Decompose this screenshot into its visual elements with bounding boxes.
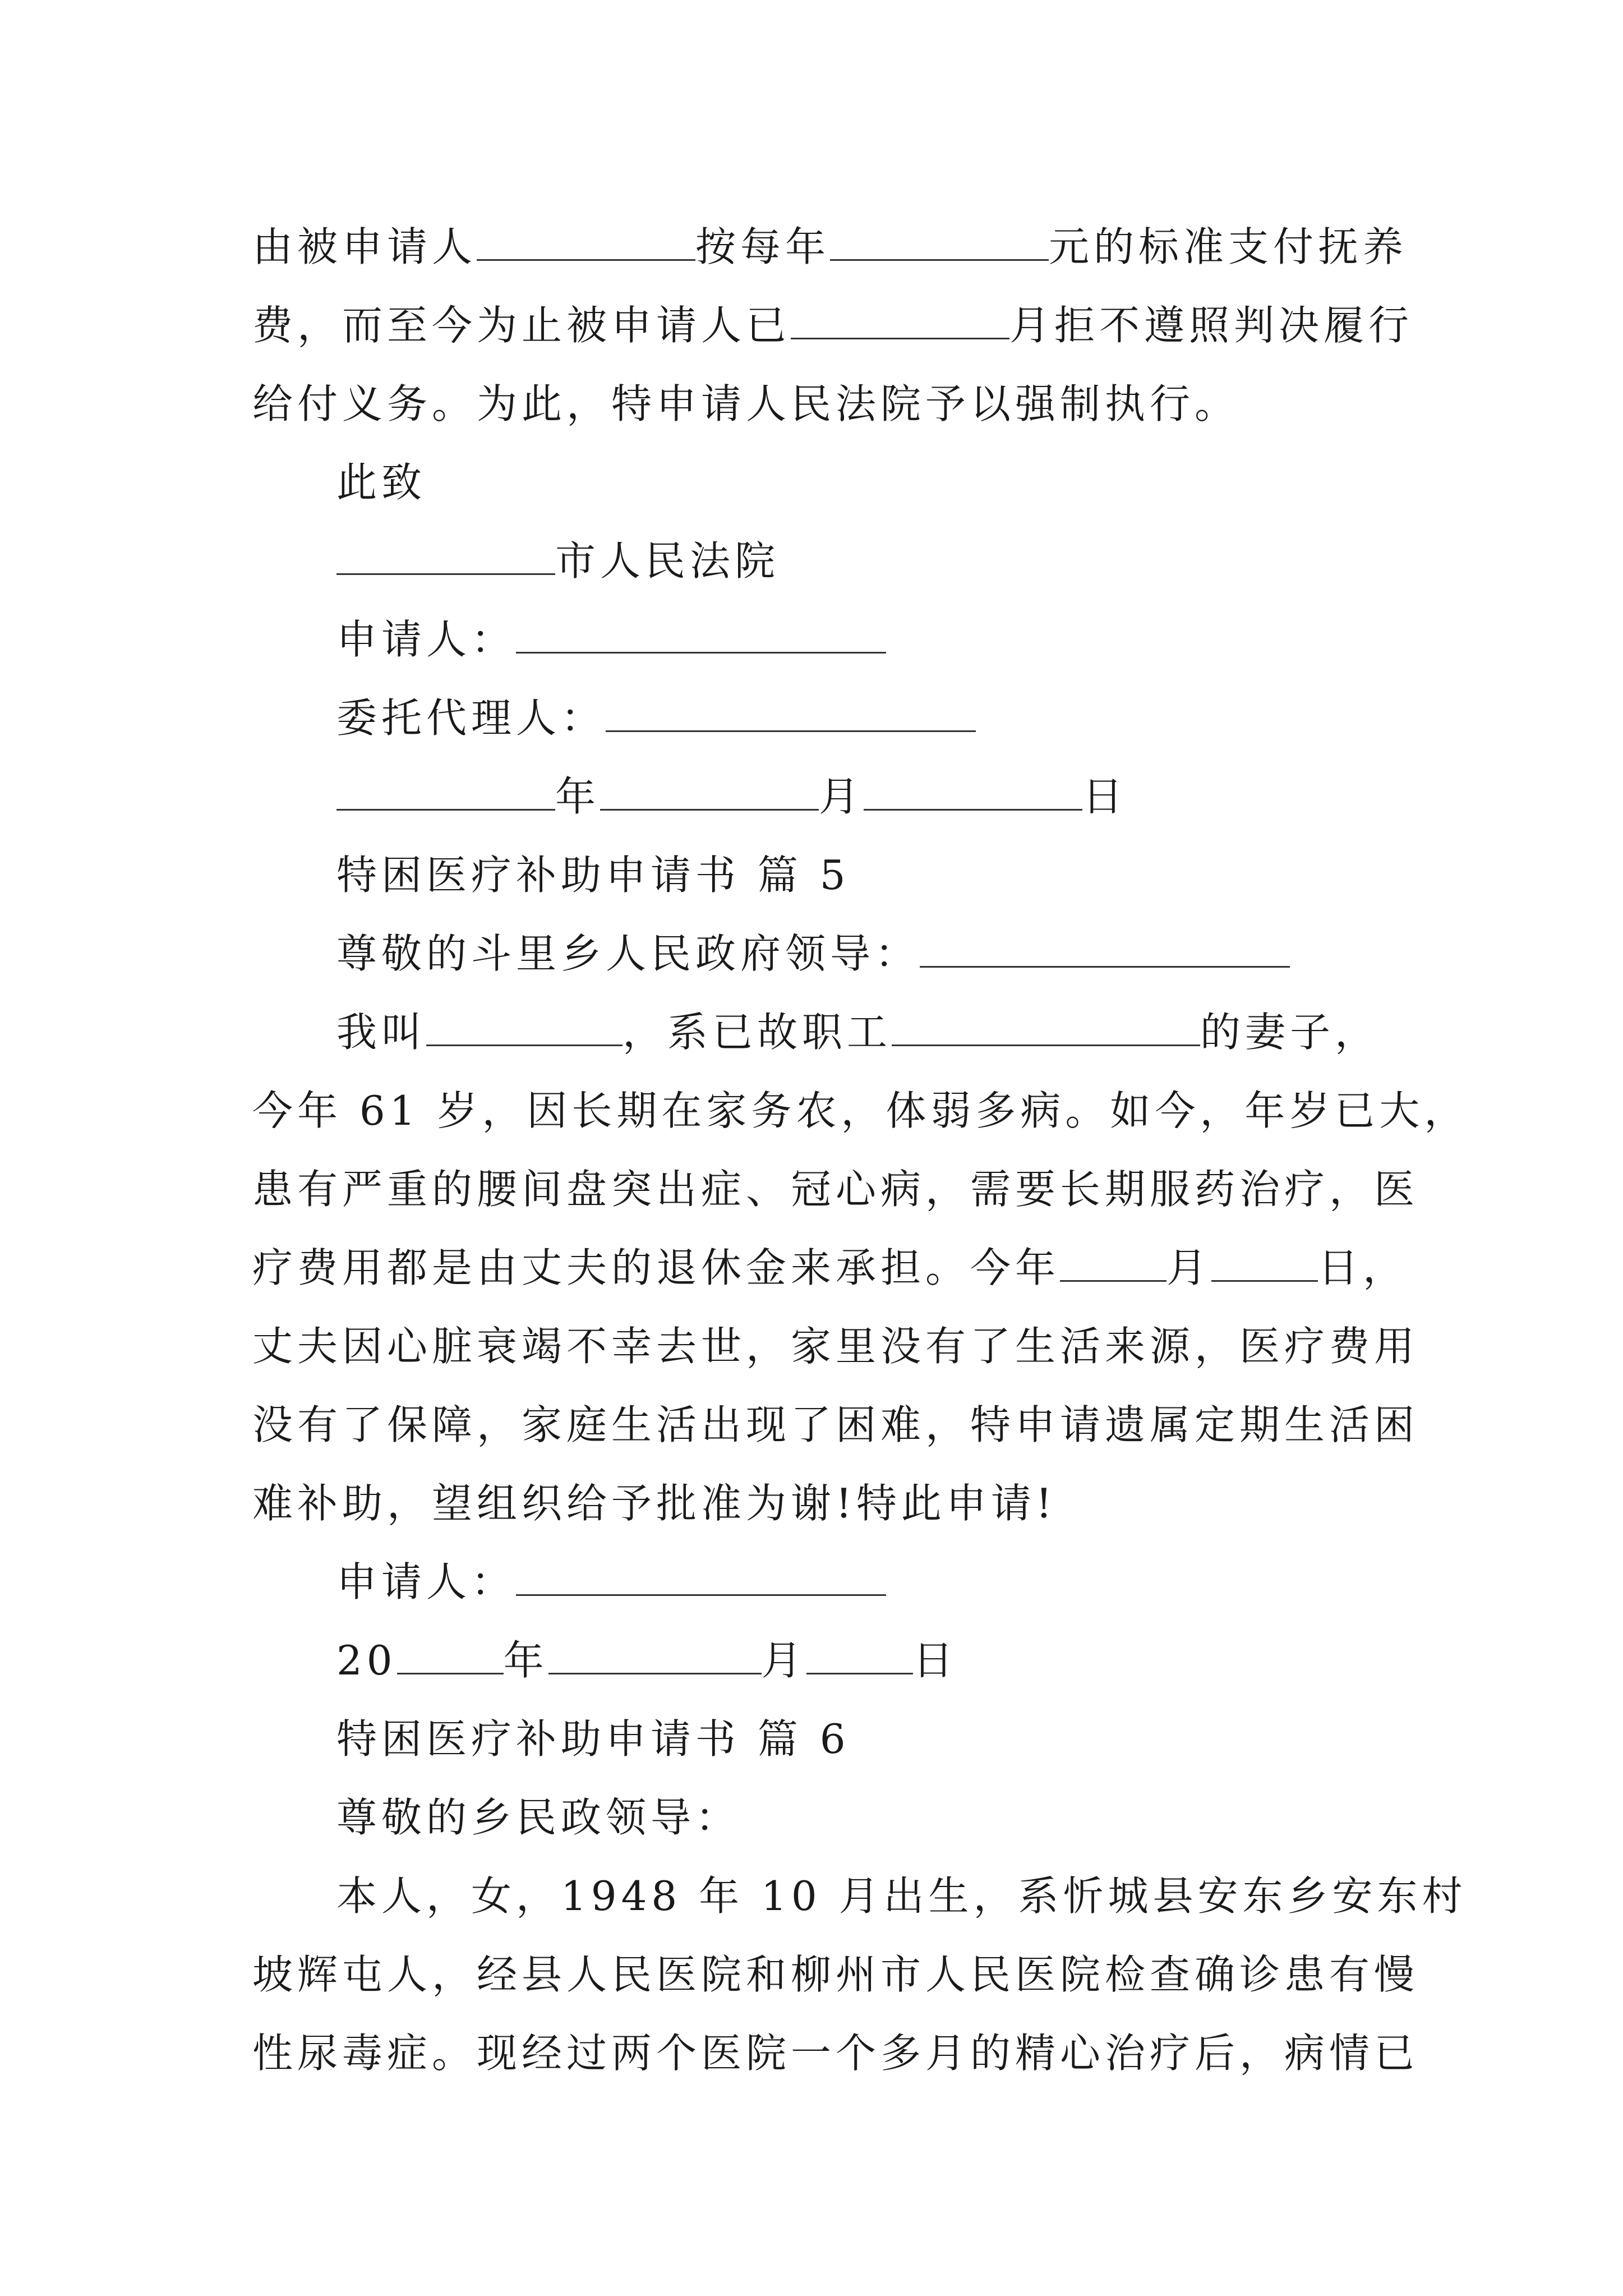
text-segment: 费，而至今为止被申请人已 xyxy=(252,302,791,349)
body-text-line: 今年 61 岁，因长期在家务农，体弱多病。如今，年岁已大， xyxy=(252,1087,1469,1134)
text-segment: 的妻子， xyxy=(1200,1009,1380,1056)
section-heading: 特困医疗补助申请书 篇 5 xyxy=(336,852,850,899)
text-segment: 申请人： xyxy=(336,1558,517,1605)
fill-in-blank xyxy=(1060,1232,1166,1282)
recipient-line xyxy=(336,522,1385,600)
text-segment: 日 xyxy=(1082,773,1128,820)
body-text-line: 坡辉屯人，经县人民医院和柳州市人民医院检查确诊患有慢 xyxy=(252,1951,1419,1998)
section-heading: 特困医疗补助申请书 篇 6 xyxy=(336,1715,850,1763)
text-segment: 月 xyxy=(761,1637,806,1684)
text-segment: 年 xyxy=(555,773,601,820)
body-text-line: 没有了保障，家庭生活出现了困难，特申请遗属定期生活困 xyxy=(252,1401,1419,1448)
body-text-line: 难补助，望组织给予批准为谢!特此申请! xyxy=(252,1480,1057,1527)
text-segment: 元的标准支付抚养 xyxy=(1049,223,1408,270)
body-text-line: 患有严重的腰间盘突出症、冠心病，需要长期服药治疗，医 xyxy=(252,1166,1419,1213)
body-text-line: 给付义务。为此，特申请人民法院予以强制执行。 xyxy=(252,380,1240,427)
text-segment: ，系已故职工 xyxy=(623,1009,892,1056)
date-line xyxy=(336,1621,1385,1700)
salutation: 此致 xyxy=(336,459,427,506)
text-segment: 年 xyxy=(503,1637,548,1684)
text-segment: 月 xyxy=(1166,1244,1212,1291)
fill-in-blank xyxy=(920,918,1290,968)
body-text-line xyxy=(336,993,1385,1071)
fill-in-blank xyxy=(397,1625,504,1674)
fill-in-blank xyxy=(791,289,1009,339)
agent-line xyxy=(336,679,1385,757)
text-segment: 市人民法院 xyxy=(555,537,780,585)
text-segment: 疗费用都是由丈夫的退休金来承担。今年 xyxy=(252,1244,1061,1291)
fill-in-blank xyxy=(864,761,1082,811)
fill-in-blank xyxy=(426,996,623,1046)
text-segment: 委托代理人： xyxy=(336,694,606,742)
applicant-line xyxy=(336,1543,1385,1621)
fill-in-blank xyxy=(336,761,555,811)
text-segment: 按每年 xyxy=(695,223,831,270)
fill-in-blank xyxy=(516,1546,886,1596)
text-segment: 日， xyxy=(1318,1244,1408,1291)
salutation: 尊敬的乡民政领导： xyxy=(336,1794,741,1841)
body-text-line xyxy=(252,208,1408,286)
text-segment: 尊敬的斗里乡人民政府领导： xyxy=(336,930,920,977)
text-segment: 申请人： xyxy=(336,616,517,663)
fill-in-blank xyxy=(548,1625,762,1674)
body-text-line xyxy=(252,286,1414,365)
fill-in-blank xyxy=(830,211,1049,261)
body-text-line xyxy=(252,1228,1408,1307)
fill-in-blank xyxy=(600,761,819,811)
fill-in-blank xyxy=(606,682,976,732)
text-segment: 20 xyxy=(336,1637,397,1684)
fill-in-blank xyxy=(516,604,886,654)
text-segment: 日 xyxy=(912,1637,958,1684)
fill-in-blank xyxy=(336,525,555,575)
text-segment: 月拒不遵照判决履行 xyxy=(1009,302,1414,349)
fill-in-blank xyxy=(892,996,1200,1046)
fill-in-blank xyxy=(1211,1232,1318,1282)
applicant-line xyxy=(336,600,1385,679)
text-segment: 由被申请人 xyxy=(252,223,477,270)
body-text-line: 性尿毒症。现经过两个医院一个多月的精心治疗后，病情已 xyxy=(252,2030,1419,2077)
text-segment: 我叫 xyxy=(336,1009,427,1056)
fill-in-blank xyxy=(806,1625,913,1674)
salutation xyxy=(336,914,1385,993)
text-segment: 月 xyxy=(819,773,864,820)
body-text-line: 丈夫因心脏衰竭不幸去世，家里没有了生活来源，医疗费用 xyxy=(252,1323,1419,1370)
fill-in-blank xyxy=(477,211,695,261)
date-line xyxy=(336,757,1385,836)
body-text-line: 本人，女，1948 年 10 月出生，系忻城县安东乡安东村 xyxy=(336,1872,1467,1920)
